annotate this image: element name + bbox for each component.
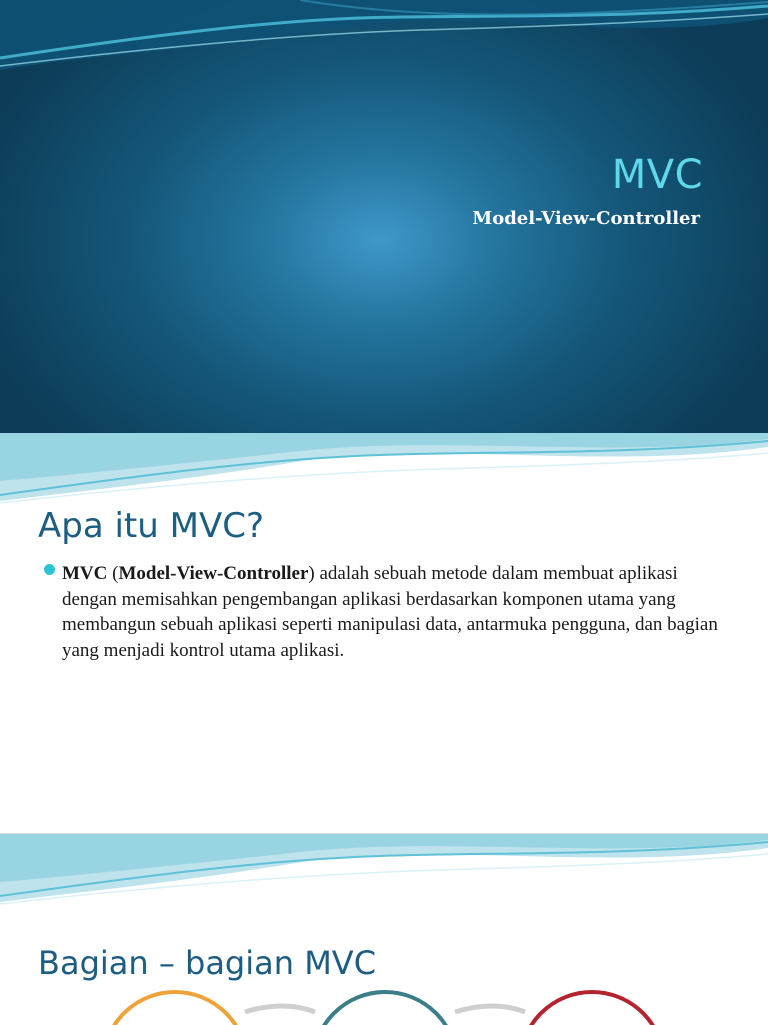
wave-decoration xyxy=(0,0,768,80)
slide-subtitle: Model-View-Controller xyxy=(472,208,700,229)
slide-heading: Apa itu MVC? xyxy=(38,506,264,546)
term-bold: MVC xyxy=(62,563,108,584)
slide-title xyxy=(0,0,768,433)
arrow-connector xyxy=(245,1006,315,1012)
circle-model xyxy=(103,992,247,1025)
bullet-icon xyxy=(44,564,55,575)
slide-what-is-mvc xyxy=(0,433,768,833)
wave-decoration xyxy=(0,433,768,508)
slide-heading: Bagian – bagian MVC xyxy=(38,944,377,982)
circle-controller xyxy=(520,992,664,1025)
wave-decoration xyxy=(0,834,768,909)
slide-mvc-parts xyxy=(0,833,768,1025)
arrow-connector xyxy=(455,1006,525,1012)
term-expanded-bold: Model-View-Controller xyxy=(118,563,309,584)
bullet-item xyxy=(44,561,734,663)
mvc-cycle-diagram xyxy=(0,984,768,1025)
term-paren-open: ( xyxy=(107,563,119,584)
bullet-rest-text: ) adalah sebuah metode dalam membuat aplikasi dengan memisahkan pengembangan aplikasi berdasarkan komponen utama yang membangun sebuah aplikasi seperti manipulasi data, antarmuka pengguna, dan bagian yang menjadi kontrol utama aplikasi. xyxy=(62,563,718,661)
slide-title-text: MVC xyxy=(611,152,703,198)
bullet-text xyxy=(62,561,734,663)
circle-view xyxy=(313,992,457,1025)
